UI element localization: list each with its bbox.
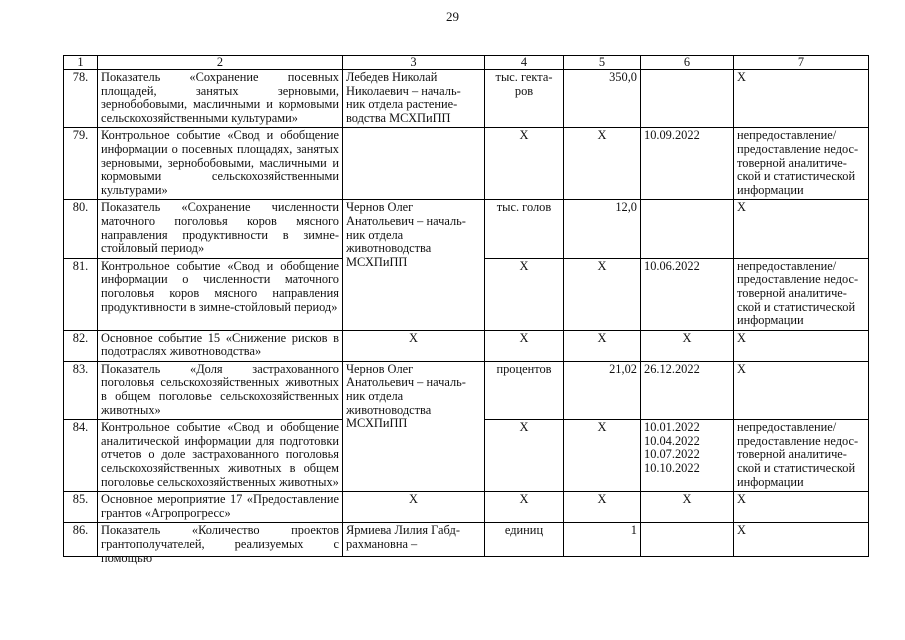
responsible-line: МСХПиПП xyxy=(346,254,408,269)
table-row xyxy=(64,330,869,361)
date-cell xyxy=(641,70,734,128)
row-description-text: Показатель «Количество проектов грантополучателей, реализуемых с помощью xyxy=(101,523,339,565)
responsible-person xyxy=(343,361,485,491)
unit-cell: X xyxy=(485,420,564,492)
responsible-line: МСХПиПП xyxy=(346,416,408,431)
responsible-person xyxy=(343,523,485,557)
risk-line: информации xyxy=(737,474,804,489)
date-cell: 10.06.2022 xyxy=(641,258,734,330)
risk-line: товерной аналитиче- xyxy=(737,447,847,462)
date-cell: X xyxy=(641,492,734,523)
risk-cell xyxy=(734,128,869,200)
row-description xyxy=(98,523,343,565)
unit-cell xyxy=(485,70,564,128)
row-number: 78. xyxy=(64,70,98,128)
row-description: Контрольное событие «Свод и обобщение аналитической информации для подготовки отчетов о доле застрахованного поголовья сельскохозяйственных животных в общем поголовье сельскохозяйственных животных» xyxy=(98,420,343,492)
value-cell xyxy=(564,523,641,557)
risk-cell xyxy=(734,523,869,557)
column-header: 7 xyxy=(734,56,869,70)
value-cell: X xyxy=(564,420,641,492)
responsible-person xyxy=(343,70,485,128)
value-text: 1 xyxy=(630,523,637,538)
row-description: Показатель «Доля застрахованного поголовья сельскохозяйственных животных в общем поголовье сельскохозяйственных животных» xyxy=(98,361,343,419)
date-line: 10.10.2022 xyxy=(644,461,700,476)
responsible-line: Лебедев Николай xyxy=(346,70,438,84)
risk-line: товерной аналитиче- xyxy=(737,155,847,170)
date-cell xyxy=(641,200,734,258)
row-description: Показатель «Сохранение численности маточного поголовья коров мясного направления продуктивности в зимне-стойловый период» xyxy=(98,200,343,258)
responsible-line: Ярмиева Лилия Габд- xyxy=(346,523,460,538)
row-number: 81. xyxy=(64,258,98,330)
row-description: Показатель «Сохранение посевных площадей, занятых зерновыми, зернобобовыми, масличными и кормовыми сельскохозяйственными культурами» xyxy=(98,70,343,128)
risk-cell: X xyxy=(734,492,869,523)
unit-line: тыс. гекта- xyxy=(495,70,553,84)
date-line: 10.01.2022 xyxy=(644,420,700,435)
unit-line: ров xyxy=(514,83,534,98)
responsible-person: X xyxy=(343,330,485,361)
responsible-line: животноводства xyxy=(346,402,432,417)
unit-cell: X xyxy=(485,492,564,523)
column-header: 6 xyxy=(641,56,734,70)
responsible-line: Анатольевич – началь- xyxy=(346,213,466,228)
row-number-text: 86. xyxy=(72,523,89,538)
responsible-line: Чернов Олег xyxy=(346,361,414,376)
responsible-person: X xyxy=(343,492,485,523)
risk-line: ской и статистической xyxy=(737,299,856,314)
responsible-person xyxy=(343,128,485,200)
page-number: 29 xyxy=(446,9,459,24)
value-cell: X xyxy=(564,258,641,330)
risk-text: X xyxy=(737,523,746,538)
risk-cell xyxy=(734,258,869,330)
date-cell: 26.12.2022 xyxy=(641,361,734,419)
responsible-line: ник отдела xyxy=(346,227,404,242)
unit-cell: X xyxy=(485,258,564,330)
risk-line: предоставление недос- xyxy=(737,141,859,156)
risk-line: непредоставление/ xyxy=(737,258,837,273)
value-cell: X xyxy=(564,492,641,523)
table-row xyxy=(64,70,869,128)
row-number: 83. xyxy=(64,361,98,419)
responsible-line: рахмановна – xyxy=(346,537,418,551)
value-cell: 350,0 xyxy=(564,70,641,128)
column-header: 5 xyxy=(564,56,641,70)
responsible-line: Николаевич – началь- xyxy=(346,83,461,98)
responsible-line: Чернов Олег xyxy=(346,200,414,215)
row-description: Контрольное событие «Свод и обобщение информации о численности маточного поголовья коров мясного направления продуктивности в зимне-стойловый период» xyxy=(98,258,343,330)
date-line: 10.07.2022 xyxy=(644,447,700,462)
value-cell: 12,0 xyxy=(564,200,641,258)
responsible-person xyxy=(343,200,485,330)
unit-cell: процентов xyxy=(485,361,564,419)
risk-line: информации xyxy=(737,182,804,197)
risk-line: непредоставление/ xyxy=(737,128,837,143)
risk-line: предоставление недос- xyxy=(737,272,859,287)
row-number xyxy=(64,523,98,557)
column-header: 1 xyxy=(64,56,98,70)
risk-line: информации xyxy=(737,313,804,328)
row-description: Контрольное событие «Свод и обобщение информации о посевных площадях, занятых зерновыми, зернобобовыми, масличными и кормовыми сельскохозяйственными культурами» xyxy=(98,128,343,200)
row-number: 80. xyxy=(64,200,98,258)
value-cell: 21,02 xyxy=(564,361,641,419)
row-description: Основное событие 15 «Снижение рисков в подотраслях животноводства» xyxy=(98,330,343,361)
date-cell xyxy=(641,420,734,492)
unit-text: единиц xyxy=(504,523,544,538)
plan-table xyxy=(63,55,869,565)
value-cell: X xyxy=(564,330,641,361)
date-cell: 10.09.2022 xyxy=(641,128,734,200)
risk-line: предоставление недос- xyxy=(737,433,859,448)
risk-line: товерной аналитиче- xyxy=(737,285,847,300)
value-cell: X xyxy=(564,128,641,200)
column-header: 4 xyxy=(485,56,564,70)
table-row xyxy=(64,361,869,419)
date-line: 10.04.2022 xyxy=(644,433,700,448)
row-number: 79. xyxy=(64,128,98,200)
table-row xyxy=(64,523,869,557)
date-cell xyxy=(641,523,734,557)
responsible-line: водства МСХПиПП xyxy=(346,110,451,125)
responsible-line: ник отдела xyxy=(346,389,404,404)
column-header: 3 xyxy=(343,56,485,70)
risk-line: ской и статистической xyxy=(737,461,856,476)
risk-cell: X xyxy=(734,330,869,361)
table-row xyxy=(64,492,869,523)
unit-cell: X xyxy=(485,330,564,361)
row-number: 85. xyxy=(64,492,98,523)
risk-cell: X xyxy=(734,200,869,258)
unit-cell: X xyxy=(485,128,564,200)
date-cell: X xyxy=(641,330,734,361)
unit-cell xyxy=(485,523,564,557)
unit-cell: тыс. голов xyxy=(485,200,564,258)
table-header-row xyxy=(64,56,869,70)
column-header: 2 xyxy=(98,56,343,70)
risk-cell: X xyxy=(734,361,869,419)
responsible-line: животноводства xyxy=(346,241,432,256)
responsible-line: ник отдела растение- xyxy=(346,97,458,112)
table-row xyxy=(64,200,869,258)
risk-cell xyxy=(734,420,869,492)
row-number: 82. xyxy=(64,330,98,361)
row-number: 84. xyxy=(64,420,98,492)
table-row xyxy=(64,128,869,200)
responsible-line: Анатольевич – началь- xyxy=(346,375,466,390)
risk-cell: X xyxy=(734,70,869,128)
row-description: Основное мероприятие 17 «Предоставление грантов «Агропрогресс» xyxy=(98,492,343,523)
risk-line: непредоставление/ xyxy=(737,420,837,435)
risk-line: ской и статистической xyxy=(737,169,856,184)
